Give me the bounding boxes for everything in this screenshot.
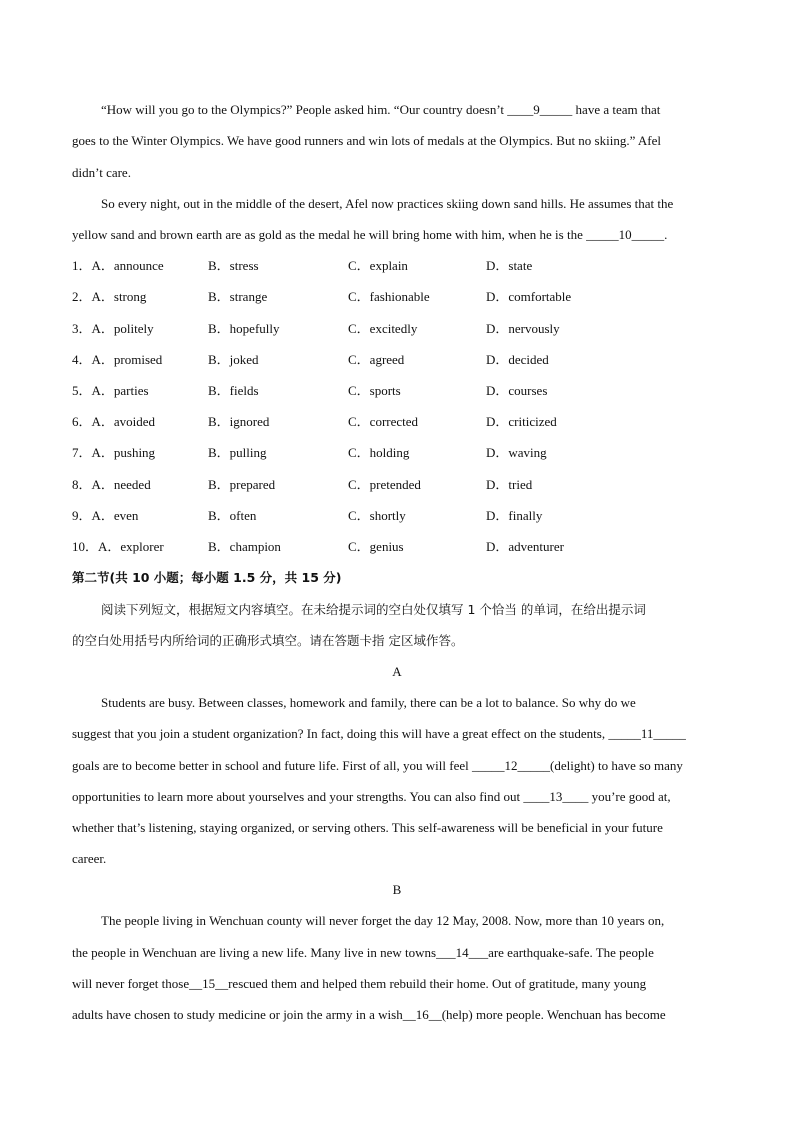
option-number: 4．A． xyxy=(72,352,114,367)
option-a: announce xyxy=(113,258,164,273)
option-row-7 xyxy=(72,444,155,462)
text-b-line-4 xyxy=(72,1006,724,1024)
option-number: 10．A． xyxy=(72,539,121,554)
option-d: D．nervously xyxy=(486,321,560,336)
text-run: (delight) to have so many xyxy=(550,758,683,773)
option-d: D．tried xyxy=(486,477,533,492)
passage-paragraph-2-line-1: So every night, out in the middle of the desert, Afel now practices skiing down sand hills. He assumes that the xyxy=(101,196,674,211)
text-run: rescued them and helped them rebuild their home. Out of gratitude, many young xyxy=(228,976,647,991)
option-row-1 xyxy=(72,257,164,275)
option-c: C．explain xyxy=(348,258,408,273)
option-c: C．holding xyxy=(348,445,410,460)
option-row-3 xyxy=(72,320,154,338)
text-b-line-3 xyxy=(72,975,724,993)
text-a-line-3 xyxy=(72,757,724,775)
blank-13: ____13____ xyxy=(523,789,589,804)
option-number: 3．A． xyxy=(72,321,114,336)
option-d: D．finally xyxy=(486,508,543,523)
option-row-8 xyxy=(72,476,151,494)
option-row-9 xyxy=(72,507,138,525)
option-row-5 xyxy=(72,382,149,400)
option-number: 5．A． xyxy=(72,383,114,398)
text-run: adults have chosen to study medicine or join the army in a wish xyxy=(72,1007,403,1022)
text-a-line-4 xyxy=(72,788,724,806)
option-c: C．fashionable xyxy=(348,289,430,304)
option-a: explorer xyxy=(120,539,164,554)
text-run: you’re good at, xyxy=(588,789,671,804)
blank-11: _____11_____ xyxy=(608,726,686,741)
option-a: politely xyxy=(113,321,154,336)
option-b: B．champion xyxy=(208,539,281,554)
text-b-line-1: The people living in Wenchuan county will never forget the day 12 May, 2008. Now, more than 10 years on, xyxy=(101,913,665,928)
text-b-label: B xyxy=(392,882,402,897)
option-number: 2．A． xyxy=(72,289,114,304)
option-c: C．corrected xyxy=(348,414,419,429)
option-b: B．stress xyxy=(208,258,259,273)
text-run: are earthquake-safe. The people xyxy=(488,945,654,960)
option-row-4 xyxy=(72,351,162,369)
option-b: B．fields xyxy=(208,383,259,398)
passage-paragraph-1-line-2: goes to the Winter Olympics. We have good runners and win lots of medals at the Olympics. But no skiing.” Afel xyxy=(72,133,661,148)
option-b: B．prepared xyxy=(208,477,276,492)
option-a: needed xyxy=(113,477,151,492)
option-number: 6．A． xyxy=(72,414,114,429)
option-c: C．sports xyxy=(348,383,401,398)
text-run: yellow sand and brown earth are as gold as the medal he will bring home with him, when he is the xyxy=(72,227,587,242)
option-d: D．criticized xyxy=(486,414,557,429)
option-number: 9．A． xyxy=(72,508,114,523)
option-a: even xyxy=(113,508,139,523)
text-run: have a team that xyxy=(572,102,661,117)
option-a: avoided xyxy=(113,414,156,429)
text-run: opportunities to learn more about yourselves and your strengths. You can also find out xyxy=(72,789,524,804)
option-number: 8．A． xyxy=(72,477,114,492)
option-d: D．adventurer xyxy=(486,539,564,554)
option-b: B．joked xyxy=(208,352,259,367)
option-c: C．excitedly xyxy=(348,321,418,336)
text-a-line-5: whether that’s listening, staying organized, or serving others. This self-awareness will be beneficial in your future xyxy=(72,820,663,835)
section-instructions-line-2: 的空白处用括号内所给词的正确形式填空。请在答题卡指 定区域作答。 xyxy=(72,633,464,648)
option-d: D．courses xyxy=(486,383,548,398)
text-run: will never forget those xyxy=(72,976,190,991)
text-run: goals are to become better in school and future life. First of all, you will feel xyxy=(72,758,472,773)
option-c: C．shortly xyxy=(348,508,406,523)
option-row-2 xyxy=(72,288,146,306)
passage-paragraph-2-line-2 xyxy=(72,226,724,244)
text-run: the people in Wenchuan are living a new life. Many live in new towns xyxy=(72,945,437,960)
option-number: 7．A． xyxy=(72,445,114,460)
text-run: (help) more people. Wenchuan has become xyxy=(441,1007,666,1022)
option-a: parties xyxy=(113,383,149,398)
text-run: . xyxy=(664,227,668,242)
option-a: pushing xyxy=(113,445,156,460)
option-row-6 xyxy=(72,413,155,431)
text-b-line-2 xyxy=(72,944,724,962)
option-a: strong xyxy=(113,289,147,304)
text-a-line-2 xyxy=(72,725,724,743)
blank-15: __15__ xyxy=(189,976,229,991)
text-a-label: A xyxy=(392,664,402,679)
option-d: D．state xyxy=(486,258,533,273)
option-d: D．waving xyxy=(486,445,547,460)
option-d: D．decided xyxy=(486,352,549,367)
option-c: C．pretended xyxy=(348,477,421,492)
text-run: “How will you go to the Olympics?” People asked him. “Our country doesn’t xyxy=(101,102,508,117)
option-a: promised xyxy=(113,352,163,367)
option-b: B．often xyxy=(208,508,257,523)
section-heading: 第二节(共 10 小题；每小题 1.5 分，共 15 分) xyxy=(72,570,342,585)
text-a-line-6: career. xyxy=(72,851,107,866)
blank-16: __16__ xyxy=(402,1007,442,1022)
option-b: B．strange xyxy=(208,289,268,304)
text-a-line-1: Students are busy. Between classes, homework and family, there can be a lot to balance. So why do we xyxy=(101,695,636,710)
option-number: 1．A． xyxy=(72,258,114,273)
option-b: B．hopefully xyxy=(208,321,280,336)
option-b: B．pulling xyxy=(208,445,267,460)
text-run: suggest that you join a student organization? In fact, doing this will have a great effect on the students, xyxy=(72,726,609,741)
passage-paragraph-1-line-3: didn’t care. xyxy=(72,165,131,180)
option-c: C．genius xyxy=(348,539,404,554)
option-d: D．comfortable xyxy=(486,289,572,304)
passage-paragraph-1-line-1 xyxy=(101,101,724,119)
blank-14: ___14___ xyxy=(436,945,489,960)
option-c: C．agreed xyxy=(348,352,405,367)
blank-10: _____10_____ xyxy=(586,227,665,242)
option-row-10 xyxy=(72,538,164,556)
blank-12: _____12_____ xyxy=(472,758,550,773)
blank-9: ____9_____ xyxy=(507,102,573,117)
option-b: B．ignored xyxy=(208,414,270,429)
section-instructions-line-1: 阅读下列短文，根据短文内容填空。在未给提示词的空白处仅填写 1 个恰当 的单词，在给出提示词 xyxy=(101,602,646,617)
